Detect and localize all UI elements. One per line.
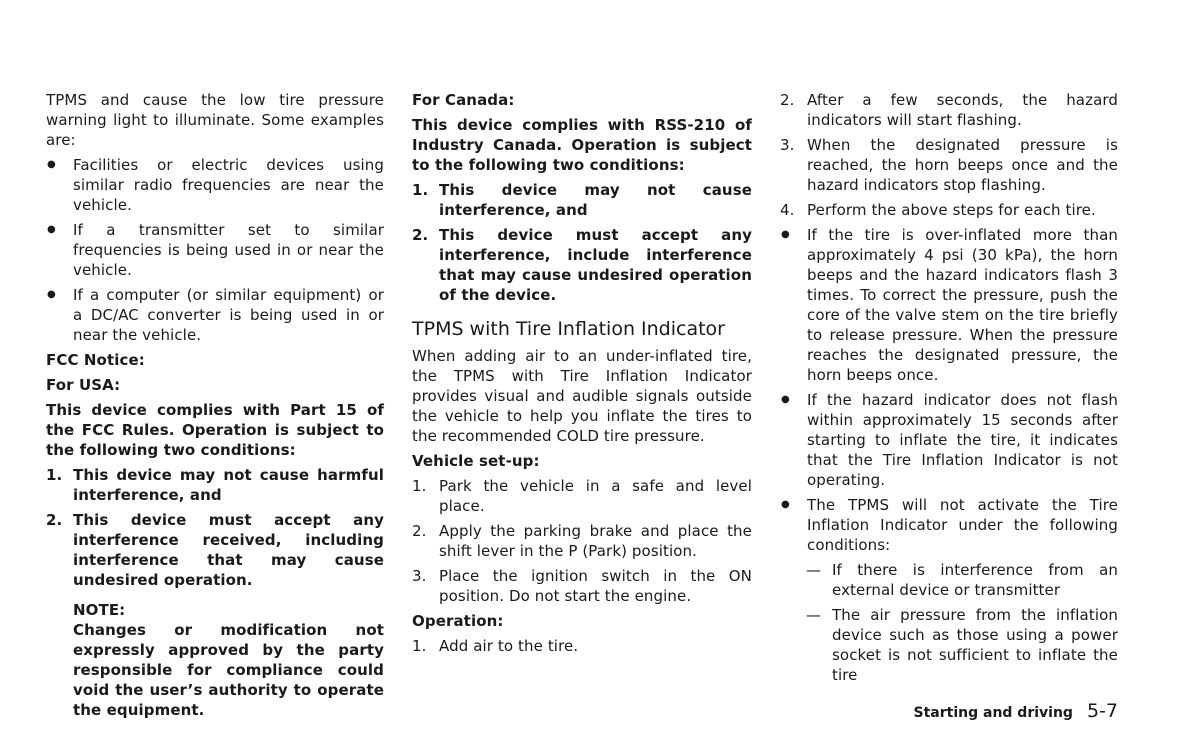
section-paragraph: When adding air to an under-inflated tire, the TPMS with Tire Inflation Indicator provides visual and audible signals outside the vehicle to help you inflate the tires to the recommended COLD tire pressure. [412,347,752,445]
numbered-item: 4. Perform the above steps for each tire. [780,201,1096,219]
canada-paragraph: This device complies with RSS-210 of Industry Canada. Operation is subject to the following two conditions: [412,116,752,174]
bullet-item: ● If a computer (or similar equipment) or a DC/AC converter is being used in or near the vehicle. [47,286,384,344]
column-middle [412,90,752,661]
numbered-item: 1. This device may not cause harmful interference, and [46,466,384,504]
column-left [46,90,384,725]
bullet-icon: ● [47,224,56,235]
column-right [780,90,1118,690]
bullet-item: ● If the hazard indicator does not flash within approximately 15 seconds after starting to inflate the tire, it indicates that the Tire Inflation Indicator is not operating. [781,391,1118,489]
bullet-item: ● Facilities or electric devices using similar radio frequencies are near the vehicle. [47,156,384,214]
operation-heading: Operation: [412,612,504,630]
intro-paragraph: TPMS and cause the low tire pressure warning light to illuminate. Some examples are: [46,91,384,149]
numbered-item: 2. This device must accept any interference received, including interference that may cause undesired operation. [46,511,384,589]
for-usa-heading: For USA: [46,376,121,394]
note-block [46,600,384,720]
numbered-item: 1. This device may not cause interference, and [412,181,752,219]
dash-item: — If there is interference from an external device or transmitter [806,561,1118,599]
for-canada-heading: For Canada: [412,91,515,109]
usa-paragraph: This device complies with Part 15 of the FCC Rules. Operation is subject to the following two conditions: [46,401,384,459]
dash-item: — The air pressure from the inflation device such as those using a power socket is not sufficient to inflate the tire [806,606,1118,684]
note-label: NOTE: [73,601,126,619]
footer-section-title: Starting and driving [913,705,1073,721]
dash-icon: — [806,561,822,579]
note-text: Changes or modification not expressly approved by the party responsible for compliance could void the user’s authority to operate the equipment. [73,621,384,719]
bullet-item: ● The TPMS will not activate the Tire Inflation Indicator under the following conditions: [781,496,1118,554]
bullet-icon: ● [781,229,790,240]
numbered-item: 1. Add air to the tire. [412,637,579,655]
bullet-icon: ● [781,499,790,510]
numbered-item: 3. Place the ignition switch in the ON position. Do not start the engine. [412,567,752,605]
vehicle-setup-heading: Vehicle set-up: [412,452,540,470]
bullet-icon: ● [781,394,790,405]
page-footer [914,700,1118,722]
numbered-item: 1. Park the vehicle in a safe and level place. [412,477,752,515]
numbered-item: 2. Apply the parking brake and place the shift lever in the P (Park) position. [412,522,752,560]
bullet-icon: ● [47,159,56,170]
bullet-item: ● If a transmitter set to similar frequencies is being used in or near the vehicle. [47,221,384,279]
numbered-item: 3. When the designated pressure is reached, the horn beeps once and the hazard indicators stop flashing. [780,136,1118,194]
fcc-notice-heading: FCC Notice: [46,351,145,369]
dash-icon: — [806,606,822,624]
section-heading: TPMS with Tire Inflation Indicator [412,318,725,340]
bullet-icon: ● [47,289,56,300]
bullet-item: ● If the tire is over-inflated more than approximately 4 psi (30 kPa), the horn beeps and the hazard indicators flash 3 times. To correct the pressure, push the core of the valve stem on the tire briefly to release pressure. When the pressure reaches the designated pressure, the horn beeps once. [781,226,1118,384]
numbered-item: 2. After a few seconds, the hazard indicators will start flashing. [780,91,1118,129]
numbered-item: 2. This device must accept any interference, include interference that may cause undesired operation of the device. [412,226,752,304]
page-number: 5-7 [1086,700,1118,722]
